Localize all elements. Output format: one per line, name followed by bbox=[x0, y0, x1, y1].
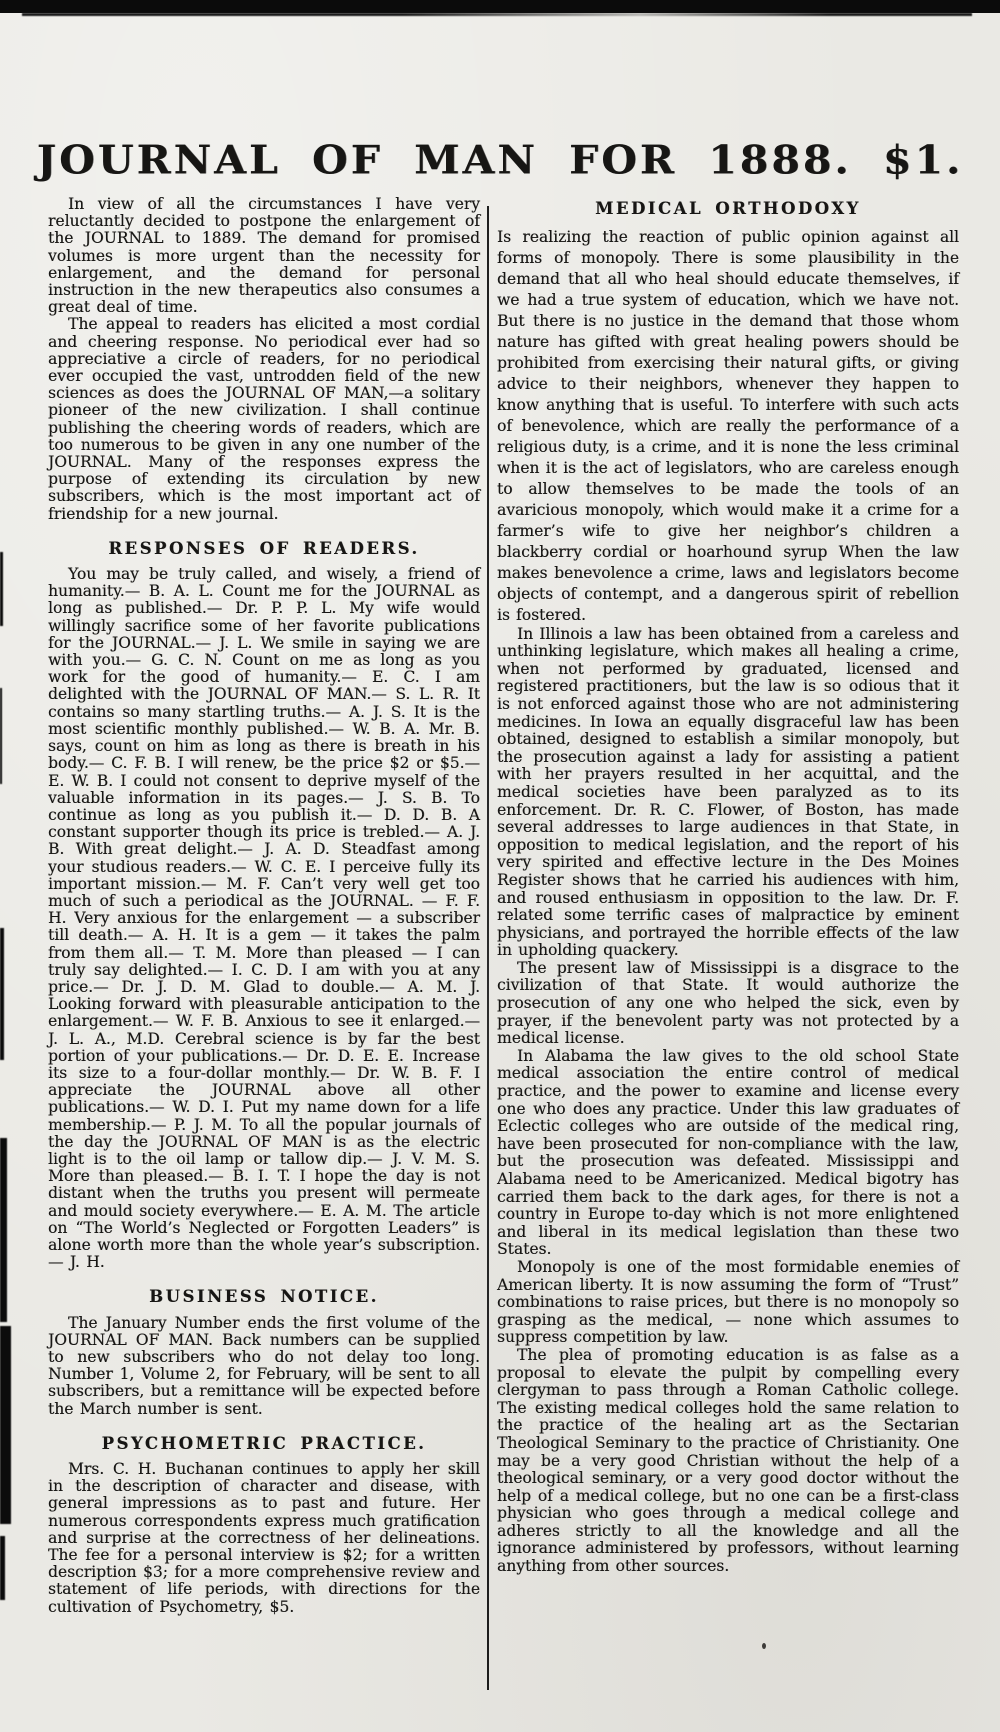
left-column bbox=[48, 196, 480, 1616]
medical-paragraph-5: Monopoly is one of the most formidable enemies of American liberty. It is now assuming the form of “Trust” combinations to raise prices, but there is no monopoly so grasping as the medical, — none which assumes to suppress competition by law. bbox=[497, 1257, 959, 1347]
medical-paragraph-4: In Alabama the law gives to the old school State medical association the entire control of medical practice, and the power to examine and license every one who does any practice. Under this law graduates of Eclectic colleges who are outside of the medical ring, have been prosecuted for non-compliance with the law, but the prosecution was defeated. Mississippi and Alabama need to be Americanized. Medical bigotry has carried them back to the dark ages, for there is not a country in Europe to-day which is not more enlightened and liberal in its medical legislation than these two States. bbox=[497, 1046, 959, 1259]
psychometric-practice-paragraph: Mrs. C. H. Buchanan continues to apply her skill in the description of character and disease, with general impressions as to past and future. Her numerous correspondents express much gratification and surprise at the correctness of her delineations. The fee for a personal interview is $2; for a written description $3; for a more comprehensive review and statement of life periods, with directions for the cultivation of Psychometry, $5. bbox=[48, 1460, 480, 1616]
scan-edge-left-streak bbox=[0, 928, 4, 1060]
scan-edge-top-line bbox=[22, 13, 972, 16]
psychometric-practice-heading: PSYCHOMETRIC PRACTICE. bbox=[101, 1433, 427, 1453]
responses-paragraph: You may be truly called, and wisely, a friend of humanity.— B. A. L. Count me for the JOURNAL as long as published.— Dr. P. P. L. My wife would willingly sacrifice some of her favorite publications for the JOURNAL.— J. L. We smile in saying we are with you.— G. C. N. Count on me as long as you work for the good of humanity.— E. C. I am delighted with the JOURNAL OF MAN.— S. L. R. It contains so many startling truths.— A. J. S. It is the most scientific monthly published.— W. B. A. Mr. B. says, count on him as long as there is breath in his body.— C. F. B. I will renew, be the price $2 or $5.— E. W. B. I could not consent to deprive myself of the valuable information in its pages.— J. S. B. To continue as long as you publish it.— D. D. B. A constant supporter though its price is trebled.— A. J. B. With great delight.— J. A. D. Steadfast among your studious readers.— W. C. E. I perceive fully its important mission.— M. F. Can’t very well get too much of such a periodical as the JOURNAL. — F. F. H. Very anxious for the enlargement — a subscriber till death.— A. H. It is a gem — it takes the palm from them all.— T. M. More than pleased — I can truly say delighted.— I. C. D. I am with you at any price.— Dr. J. D. M. Glad to double.— A. M. J. Looking forward with pleasurable anticipation to the enlargement.— W. F. B. Anxious to see it enlarged.— J. L. A., M.D. Cerebral science is by far the best portion of your publications.— Dr. D. E. E. Increase its size to a four-dollar monthly.— Dr. W. B. F. I appreciate the JOURNAL above all other publications.— W. D. I. Put my name down for a life membership.— P. J. M. To all the popular journals of the day the JOURNAL OF MAN is as the electric light is to the oil lamp or tallow dip.— J. V. M. S. More than pleased.— B. I. T. I hope the day is not distant when the truths you present will permeate and mould society everywhere.— E. A. M. The article on “The World’s Neglected or Forgotten Leaders” is alone worth more than the whole year’s subscription.— J. H. bbox=[48, 565, 480, 1272]
column-divider-rule bbox=[487, 206, 489, 1690]
intro-paragraph-2: The appeal to readers has elicited a most cordial and cheering response. No periodical ever had so appreciative a circle of readers, for no periodical ever occupied the vast, untrodden field of the new sciences as does the JOURNAL OF MAN,—a solitary pioneer of the new civilization. I shall continue publishing the cheering words of readers, which are too numerous to be given in any one number of the JOURNAL. Many of the responses express the purpose of extending its circulation by new subscribers, which is the most important act of friendship for a new journal. bbox=[48, 315, 480, 523]
ink-speck bbox=[762, 1643, 766, 1649]
scan-edge-left-streak bbox=[0, 1326, 11, 1524]
medical-orthodoxy-heading: MEDICAL ORTHODOXY bbox=[595, 199, 861, 218]
scan-edge-top-bar bbox=[0, 0, 1000, 13]
business-notice-heading: BUSINESS NOTICE. bbox=[149, 1287, 379, 1307]
scan-edge-left-streak bbox=[0, 688, 2, 784]
scan-edge-left-streak bbox=[0, 1536, 5, 1600]
intro-paragraph-1: In view of all the circumstances I have very reluctantly decided to postpone the enlargement of the JOURNAL to 1889. The demand for promised volumes is more urgent than the necessity for enlargement, and the demand for personal instruction in the new therapeutics also consumes a great deal of time. bbox=[48, 195, 480, 317]
medical-paragraph-3: The present law of Mississippi is a disgrace to the civilization of that State. It would authorize the prosecution of any one who helped the sick, even by prayer, if the benevolent party was not protected by a medical license. bbox=[497, 958, 959, 1048]
business-notice-paragraph: The January Number ends the first volume of the JOURNAL OF MAN. Back numbers can be supplied to new subscribers who do not delay too long. Number 1, Volume 2, for February, will be sent to all subscribers, but a remittance will be expected before the March number is sent. bbox=[48, 1313, 480, 1418]
scan-edge-left-streak bbox=[0, 1138, 7, 1322]
medical-paragraph-2: In Illinois a law has been obtained from a careless and unthinking legislature, which makes all healing a crime, when not performed by graduated, licensed and registered practitioners, but the law is so odious that it is not enforced against those who are not administering medicines. In Iowa an equally disgraceful law has been obtained, designed to establish a similar monopoly, but the prosecution against a lady for assisting a patient with her prayers resulted in her acquittal, and the medical societies have been paralyzed as to its enforcement. Dr. R. C. Flower, of Boston, has made several addresses to large audiences in that State, in opposition to medical legislation, and the report of his very spirited and effective lecture in the Des Moines Register shows that he carried his audiences with him, and roused enthusiasm in opposition to the law. Dr. F. related some terrific cases of malpractice by eminent physicians, and portrayed the horrible effects of the law in upholding quackery. bbox=[497, 624, 959, 960]
right-column bbox=[497, 200, 959, 1576]
page-title: JOURNAL OF MAN FOR 1888. $1. bbox=[36, 136, 964, 184]
responses-of-readers-heading: RESPONSES OF READERS. bbox=[108, 538, 420, 558]
medical-paragraph-1: Is realizing the reaction of public opinion against all forms of monopoly. There is some plausibility in the demand that all who heal should educate themselves, if we had a true system of education, which we have not. But there is no justice in the demand that those whom nature has gifted with great healing powers should be prohibited from exercising their natural gifts, or giving advice to their neighbors, whenever they happen to know anything that is useful. To interfere with such acts of benevolence, which are really the performance of a religious duty, is a crime, and it is none the less criminal when it is the act of legislators, who are careless enough to allow themselves to be made the tools of an avaricious monopoly, which would make it a crime for a farmer’s wife to give her neighbor’s children a blackberry cordial or hoarhound syrup When the law makes benevolence a crime, laws and legislators become objects of contempt, and a dangerous spirit of rebellion is fostered. bbox=[497, 227, 959, 624]
medical-paragraph-6: The plea of promoting education is as false as a proposal to elevate the pulpit by compelling every clergyman to pass through a Roman Catholic college. The existing medical colleges hold the same relation to the practice of the healing art as the Sectarian Theological Seminary to the practice of Christianity. One may be a very good Christian without the help of a theological seminary, or a very good doctor without the help of a medical college, but no one can be a first-class physician who goes through a medical college and adheres strictly to all the knowledge and all the ignorance administered by professors, without learning anything from other sources. bbox=[497, 1345, 959, 1576]
scan-edge-left-streak bbox=[0, 552, 3, 626]
